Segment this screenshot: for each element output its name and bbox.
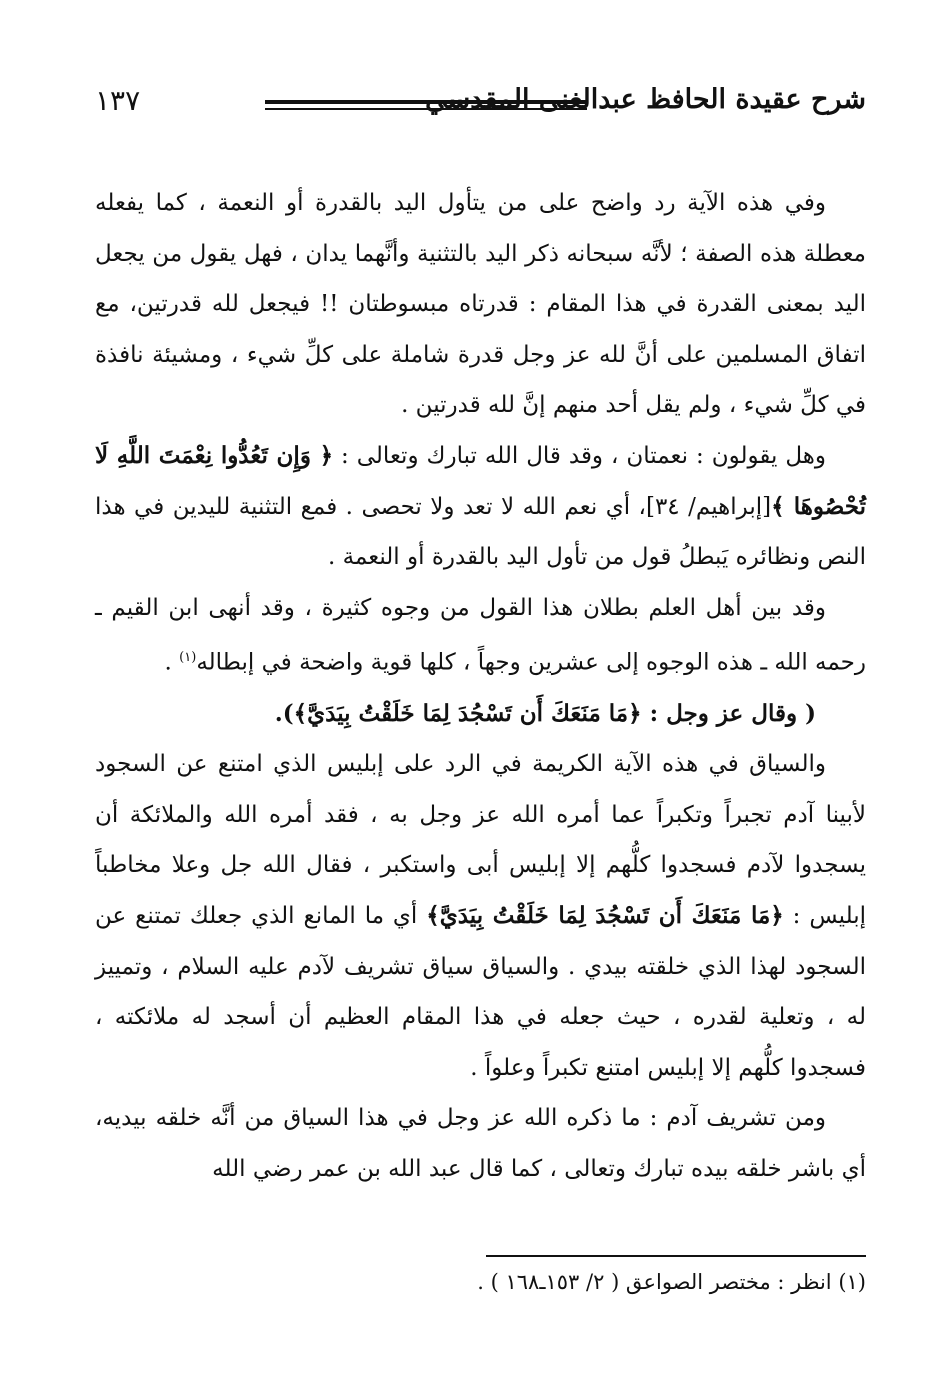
footnote: (١) انظر : مختصر الصواعق ( ٢/ ١٥٣ـ١٦٨ ) .	[477, 1270, 866, 1294]
paragraph-1: وفي هذه الآية رد واضح على من يتأول اليد بالقدرة أو النعمة ، كما يفعله معطلة هذه الصفة ؛ لأنَّه سبحانه ذكر اليد بالتثنية وأنَّهما يدان ، فهل يقول من يجعل اليد بمعنى القدرة في هذا المقام : قدرتاه مبسوطتان !! فيجعل لله قدرتين، مع اتفاق المسلمين على أنَّ لله عز وجل قدرة شاملة على كلِّ شيء ، ومشيئة نافذة في كلِّ شيء ، ولم يقل أحد منهم إنَّ لله قدرتين .	[95, 190, 866, 419]
footnote-separator	[486, 1255, 866, 1257]
running-title: شرح عقيدة الحافظ عبدالغنى المقدسي	[425, 84, 866, 115]
quoted-verse-heading: ( وقال عز وجل : ﴿مَا مَنَعَكَ أَن تَسْجُدَ لِمَا خَلَقْتُ بِيَدَيَّ﴾).	[274, 699, 816, 727]
paragraph-4	[95, 739, 866, 1093]
paragraph-2	[95, 431, 866, 583]
paragraph-3-text: وقد بين أهل العلم بطلان هذا القول من وجوه كثيرة ، وقد أنهى ابن القيم ـ رحمه الله ـ هذه الوجوه إلى عشرين وجهاً ، كلها قوية واضحة في إبطاله	[95, 594, 866, 676]
footnote-ref: (١)	[179, 650, 197, 666]
page-number: ١٣٧	[95, 84, 141, 117]
paragraph-3	[95, 583, 866, 689]
paragraph-2-rest: [إبراهيم/ ٣٤]، أي نعم الله لا تعد ولا تحصى . فمع التثنية لليدين في هذا النص ونظائره يَبطلُ قول من تأول اليد بالقدرة أو النعمة .	[95, 493, 866, 571]
main-text	[95, 178, 866, 1195]
page-header	[95, 78, 866, 128]
paragraph-4-intro: والسياق في هذه الآية الكريمة في الرد على إبليس الذي امتنع عن السجود لأبينا آدم تجبراً وتكبراً عما أمره الله عز وجل به ، فقد أمره الله والملائكة أن يسجدوا لآدم فسجدوا كلُّهم إلا إبليس أبى واستكبر ، فقال الله جل وعلا مخاطباً إبليس :	[95, 751, 866, 929]
paragraph-2-intro: وهل يقولون : نعمتان ، وقد قال الله تبارك وتعالى :	[341, 442, 827, 469]
quran-verse-ibrahim: ﴿ وَإِن تَعُدُّوا نِعْمَتَ اللَّهِ لَا تُحْصُوهَا ﴾	[95, 441, 866, 520]
paragraph-3-end: .	[164, 650, 172, 676]
quran-verse-sad: ﴿مَا مَنَعَكَ أَن تَسْجُدَ لِمَا خَلَقْتُ بِيَدَيَّ﴾	[426, 901, 784, 929]
paragraph-5: ومن تشريف آدم : ما ذكره الله عز وجل في هذا السياق من أنَّه خلقه بيديه، أي باشر خلقه بيده تبارك وتعالى ، كما قال عبد الله بن عمر رضي الله	[95, 1105, 866, 1182]
header-rule	[265, 100, 587, 110]
paragraph-4-rest: أي ما المانع الذي جعلك تمتنع عن السجود لهذا الذي خلقته بيدي . والسياق سياق تشريف لآدم عليه السلام ، وتمييز له ، وتعلية لقدره ، حيث جعله في هذا المقام العظيم أن أسجد له ملائكته ، فسجدوا كلُّهم إلا إبليس امتنع تكبراً وعلواً .	[95, 902, 866, 1081]
